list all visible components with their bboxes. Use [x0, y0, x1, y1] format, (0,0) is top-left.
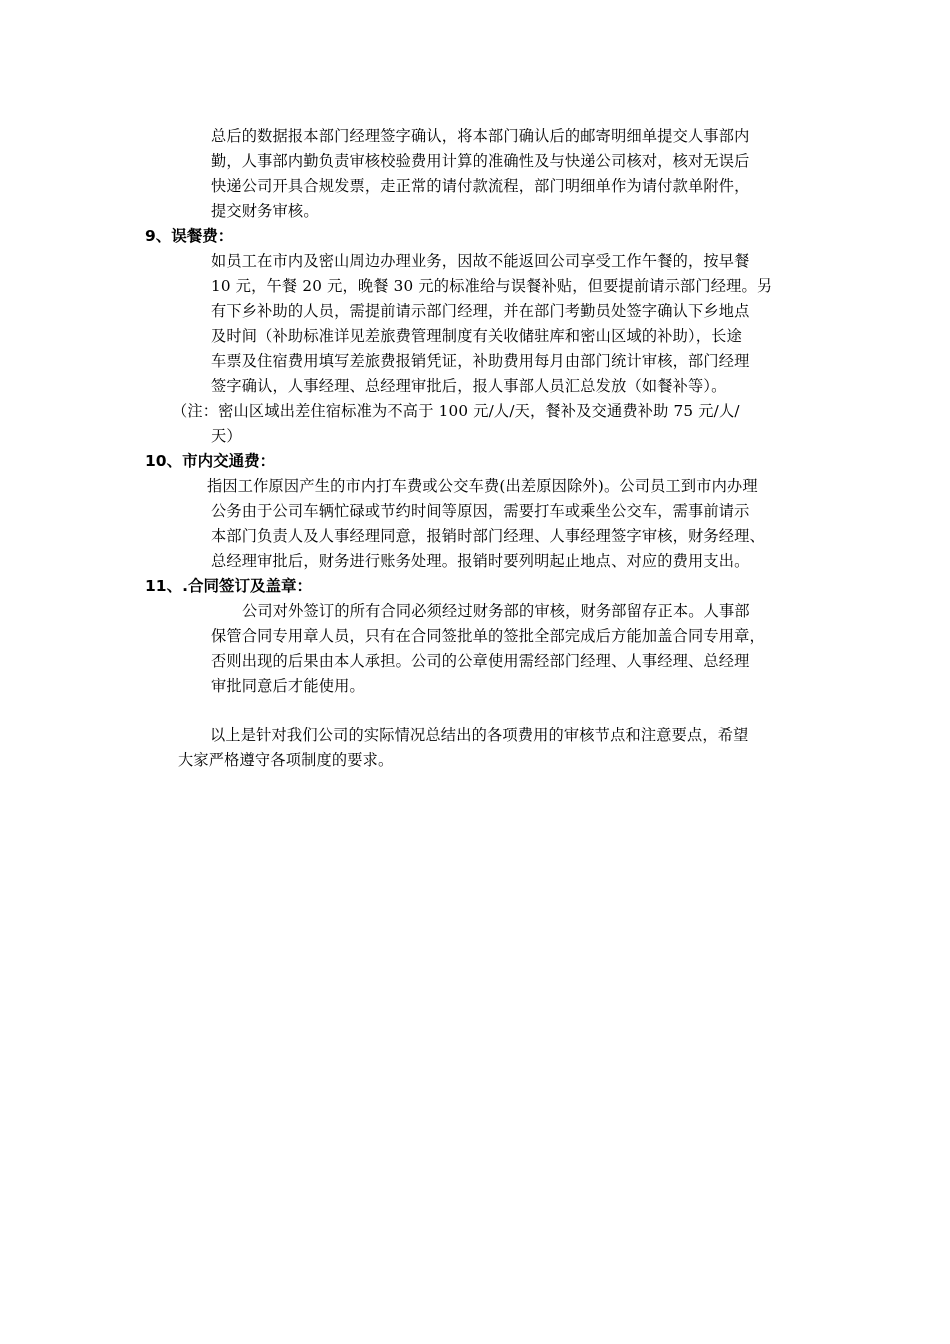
- section-heading-city-transport: 10、市内交通费：: [145, 452, 276, 470]
- section-11-line: 保管合同专用章人员，只有在合同签批单的签批全部完成后方能加盖合同专用章，: [211, 627, 765, 645]
- section-9-line: 及时间（补助标准详见差旅费管理制度有关收储驻库和密山区域的补助），长途: [211, 327, 742, 345]
- closing-line: 以上是针对我们公司的实际情况总结出的各项费用的审核节点和注意要点，希望: [210, 726, 749, 744]
- section-9-note-line: （注：密山区域出差住宿标准为不高于 100 元/人/天，餐补及交通费补助 75 元/人/: [172, 402, 740, 420]
- closing-line: 大家严格遵守各项制度的要求。: [178, 751, 394, 769]
- continued-paragraph-line: 快递公司开具合规发票，走正常的请付款流程，部门明细单作为请付款单附件，: [211, 177, 750, 195]
- section-heading-contract-seal: 11、.合同签订及盖章：: [145, 577, 312, 595]
- continued-paragraph-line: 提交财务审核。: [211, 202, 319, 220]
- section-10-line: 总经理审批后，财务进行账务处理。报销时要列明起止地点、对应的费用支出。: [211, 552, 750, 570]
- section-heading-meal-allowance: 9、误餐费：: [145, 227, 234, 245]
- section-10-line: 指因工作原因产生的市内打车费或公交车费(出差原因除外)。公司员工到市内办理: [207, 477, 758, 495]
- section-9-line: 10 元，午餐 20 元，晚餐 30 元的标准给与误餐补贴，但要提前请示部门经理。另: [211, 277, 773, 295]
- section-9-line: 签字确认，人事经理、总经理审批后，报人事部人员汇总发放（如餐补等）。: [211, 377, 727, 395]
- section-9-line: 车票及住宿费用填写差旅费报销凭证，补助费用每月由部门统计审核，部门经理: [211, 352, 750, 370]
- section-11-line: 公司对外签订的所有合同必须经过财务部的审核，财务部留存正本。人事部: [242, 602, 750, 620]
- section-11-line: 审批同意后才能使用。: [211, 677, 365, 695]
- section-9-line: 如员工在市内及密山周边办理业务，因故不能返回公司享受工作午餐的，按早餐: [211, 252, 750, 270]
- continued-paragraph-line: 总后的数据报本部门经理签字确认，将本部门确认后的邮寄明细单提交人事部内: [211, 127, 750, 145]
- section-9-note-line: 天）: [211, 427, 242, 445]
- section-9-line: 有下乡补助的人员，需提前请示部门经理，并在部门考勤员处签字确认下乡地点: [211, 302, 750, 320]
- section-11-line: 否则出现的后果由本人承担。公司的公章使用需经部门经理、人事经理、总经理: [211, 652, 750, 670]
- section-10-line: 本部门负责人及人事经理同意，报销时部门经理、人事经理签字审核，财务经理、: [211, 527, 765, 545]
- section-10-line: 公务由于公司车辆忙碌或节约时间等原因，需要打车或乘坐公交车，需事前请示: [211, 502, 750, 520]
- continued-paragraph-line: 勤，人事部内勤负责审核校验费用计算的准确性及与快递公司核对，核对无误后: [211, 152, 750, 170]
